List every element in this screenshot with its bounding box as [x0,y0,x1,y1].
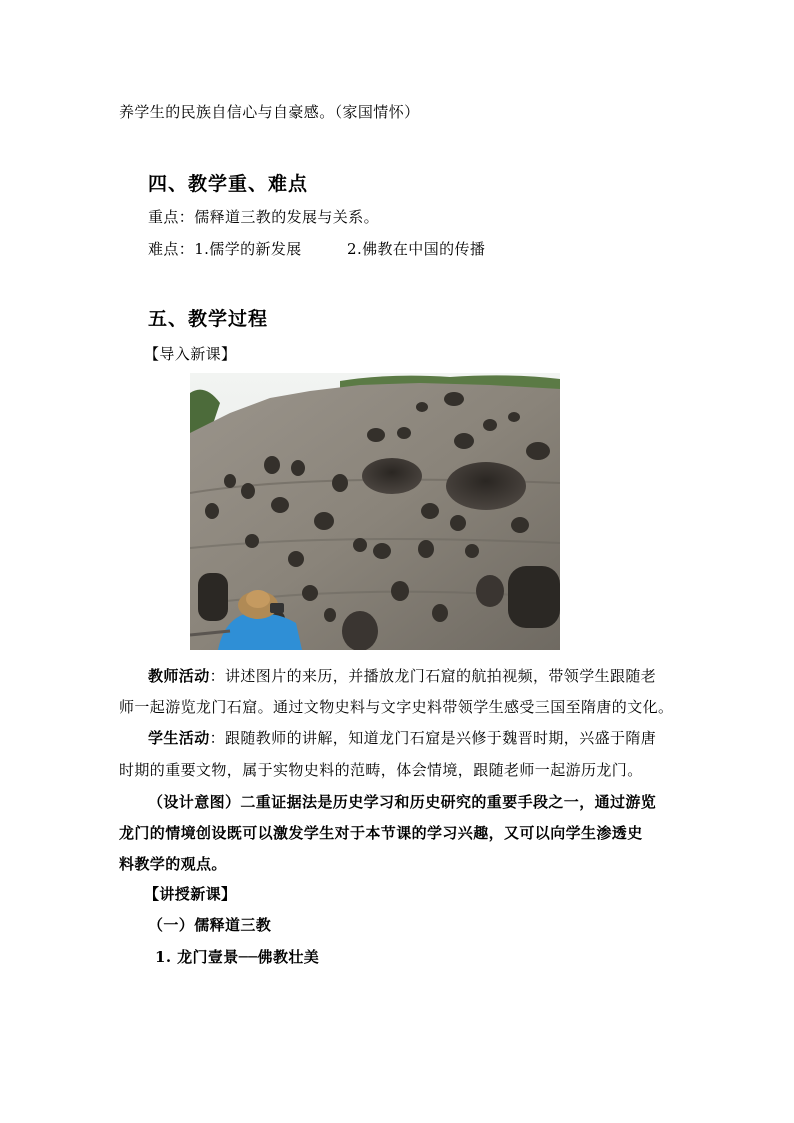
paragraph-continuation: 养学生的民族自信心与自豪感。（家国情怀） [119,103,420,121]
longmen-grottoes-photo [190,373,560,650]
student-activity-line-2: 时期的重要文物，属于实物史料的范畴，体会情境，跟随老师一起游历龙门。 [119,761,643,779]
student-activity-text-1: ：跟随教师的讲解，知道龙门石窟是兴修于魏晋时期，兴盛于隋唐 [209,729,657,747]
student-activity-label: 学生活动 [148,729,210,747]
teacher-activity-line-1 [148,665,656,686]
student-activity-line-1 [148,727,656,748]
difficult-point-1: 难点：1.儒学的新发展 [148,240,302,258]
teacher-activity-line-2: 师一起游览龙门石窟。通过文物史料与文字史料带领学生感受三国至隋唐的文化。 [119,698,674,716]
section-5-heading: 五、教学过程 [148,308,269,330]
design-intent-line-3: 料教学的观点。 [119,855,227,873]
intro-tag: 【导入新课】 [144,345,237,363]
subsection-1-1-heading: 1. 龙门壹景──佛教壮美 [155,948,320,966]
design-intent-line-1: （设计意图）二重证据法是历史学习和历史研究的重要手段之一，通过游览 [148,793,657,811]
lecture-tag: 【讲授新课】 [144,885,237,903]
section-4-heading: 四、教学重、难点 [148,173,309,195]
teacher-activity-label: 教师活动 [148,667,210,685]
design-intent-line-2: 龙门的情境创设既可以激发学生对于本节课的学习兴趣，又可以向学生渗透史 [119,824,643,842]
difficult-point-2: 2.佛教在中国的传播 [347,240,486,258]
teacher-activity-text-1: ：讲述图片的来历，并播放龙门石窟的航拍视频，带领学生跟随老 [209,667,657,685]
key-point: 重点：儒释道三教的发展与关系。 [148,208,380,226]
subsection-1-heading: （一）儒释道三教 [148,916,272,934]
